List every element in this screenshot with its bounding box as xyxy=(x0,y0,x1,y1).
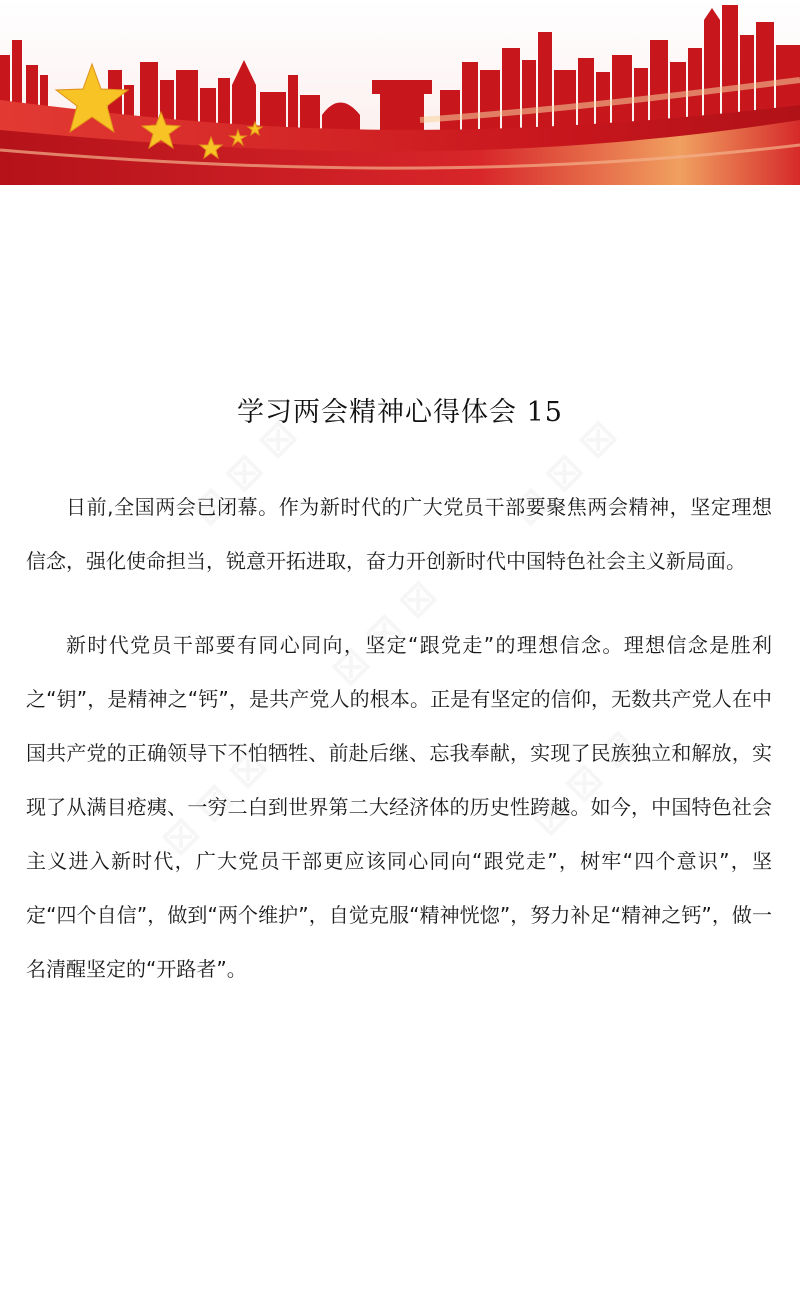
city-skyline-banner xyxy=(0,0,800,185)
paragraph-2: 新时代党员干部要有同心同向，坚定“跟党走”的理想信念。理想信念是胜利之“钥”，是精神之“钙”，是共产党人的根本。正是有坚定的信仰，无数共产党人在中国共产党的正确领导下不怕牺牲、前赴后继、忘我奉献，实现了民族独立和解放，实现了从满目疮痍、一穷二白到世界第二大经济体的历史性跨越。如今，中国特色社会主义进入新时代，广大党员干部更应该同心同向“跟党走”，树牢“四个意识”，坚定“四个自信”，做到“两个维护”，自觉克服“精神恍惚”，努力补足“精神之钙”，做一名清醒坚定的“开路者”。 xyxy=(26,633,772,981)
header-banner xyxy=(0,0,800,185)
document-title: 学习两会精神心得体会 15 xyxy=(237,397,563,428)
document-body xyxy=(26,480,772,996)
paragraph-1: 日前,全国两会已闭幕。作为新时代的广大党员干部要聚焦两会精神，坚定理想信念，强化使命担当，锐意开拓进取，奋力开创新时代中国特色社会主义新局面。 xyxy=(26,495,772,573)
